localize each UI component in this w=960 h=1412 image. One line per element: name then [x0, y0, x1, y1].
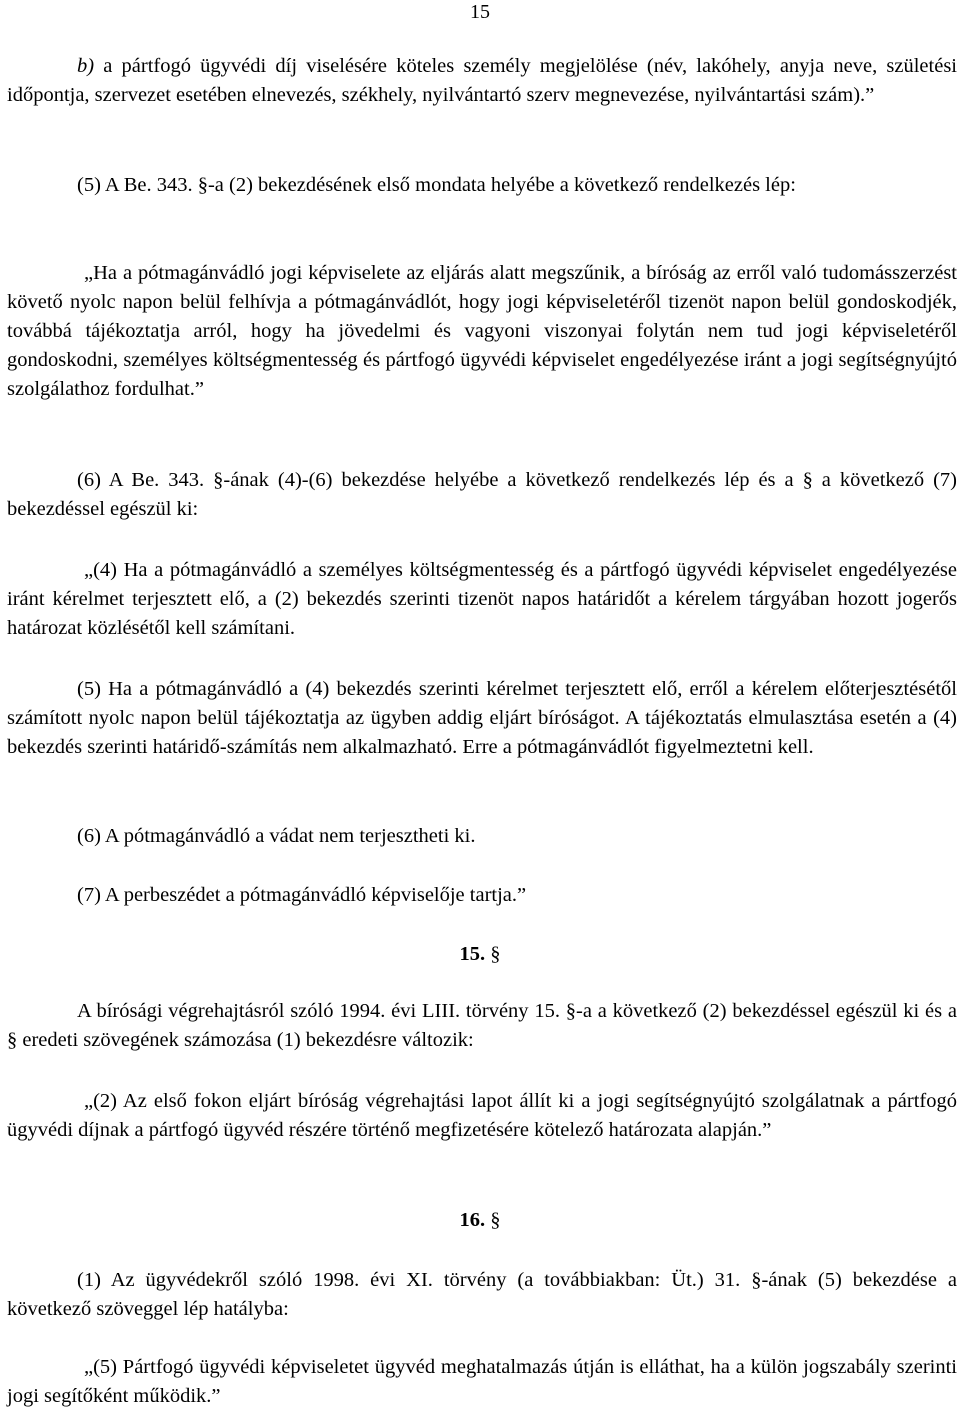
item-label: b) — [77, 55, 95, 77]
paragraph-ut-31: (1) Az ügyvédekről szóló 1998. évi XI. törvény (a továbbiakban: Üt.) 31. §-ának (5) bekezdése a következő szöveggel lép hatályba: — [7, 1269, 957, 1320]
section-sign: § — [490, 1209, 501, 1231]
item-text: a pártfogó ügyvédi díj viselésére köteles személy megjelölése (név, lakóhely, anyja neve, születési időpontja, szervezet esetében elnevezés, székhely, nyilvántartó szerv megnevezése, nyilvántartási szám).” — [7, 55, 957, 106]
paragraph-b-item — [7, 52, 957, 110]
paragraph-7: (7) A perbeszédet a pótmagánvádló képviselője tartja.” — [77, 884, 527, 906]
paragraph-quote-4: „(4) Ha a pótmagánvádló a személyes költségmentesség és a pártfogó ügyvédi képviselet engedélyezése iránt kérelmet terjesztett elő, a (2) bekezdés szerinti tizenöt napos határidőt a kérelem tárgyában hozott jogerős határozat közlésétől kell számítani. — [7, 559, 957, 639]
paragraph-quote-5: „(5) Pártfogó ügyvédi képviseletet ügyvéd meghatalmazás útján is elláthat, ha a külön jogszabály szerinti jogi segítőként működik.” — [7, 1356, 957, 1407]
paragraph-5: (5) Ha a pótmagánvádló a (4) bekezdés szerinti kérelmet terjesztett elő, erről a kérelem előterjesztésétől számított nyolc napon belül tájékoztatja az ügyben addig eljárt bíróságot. A tájékoztatás elmulasztása esetén a (4) bekezdés szerinti határidő-számítás nem alkalmazható. Erre a pótmagánvádlót figyelmeztetni kell. — [7, 678, 957, 758]
section-heading-15 — [0, 940, 960, 969]
section-number: 15. — [459, 943, 486, 965]
section-sign: § — [490, 943, 501, 965]
section-heading-16 — [0, 1206, 960, 1235]
paragraph-quote-2: „(2) Az első fokon eljárt bíróság végrehajtási lapot állít ki a jogi segítségnyújtó szolgálatnak a pártfogó ügyvédi díjnak a pártfogó ügyvéd részére történő megfizetésére kötelező határozata alapján.” — [7, 1090, 957, 1141]
paragraph-vht-15: A bírósági végrehajtásról szóló 1994. évi LIII. törvény 15. §-a a következő (2) bekezdéssel egészül ki és a § eredeti szövegének számozása (1) bekezdésre változik: — [7, 1000, 957, 1051]
paragraph-6: (6) A pótmagánvádló a vádat nem terjesztheti ki. — [77, 825, 476, 847]
paragraph-quote-pomagvadlo: „Ha a pótmagánvádló jogi képviselete az eljárás alatt megszűnik, a bíróság az erről való tudomásszerzést követő nyolc napon belül felhívja a pótmagánvádlót, hogy jogi képviseletéről tizenöt napon belül gondoskodjék, továbbá tájékoztatja arról, hogy ha jövedelmi és vagyoni viszonyai folytán nem tud jogi képviseletéről gondoskodni, személyes költségmentesség és pártfogó ügyvédi képviselet engedélyezése iránt a jogi segítségnyújtó szolgálathoz fordulhat.” — [7, 262, 957, 400]
section-number: 16. — [459, 1209, 486, 1231]
paragraph-be-343-5: (5) A Be. 343. §-a (2) bekezdésének első mondata helyébe a következő rendelkezés lép: — [77, 174, 796, 196]
paragraph-be-343-6: (6) A Be. 343. §-ának (4)-(6) bekezdése helyébe a következő rendelkezés lép és a § a következő (7) bekezdéssel egészül ki: — [7, 469, 957, 520]
page-number: 15 — [470, 1, 490, 23]
